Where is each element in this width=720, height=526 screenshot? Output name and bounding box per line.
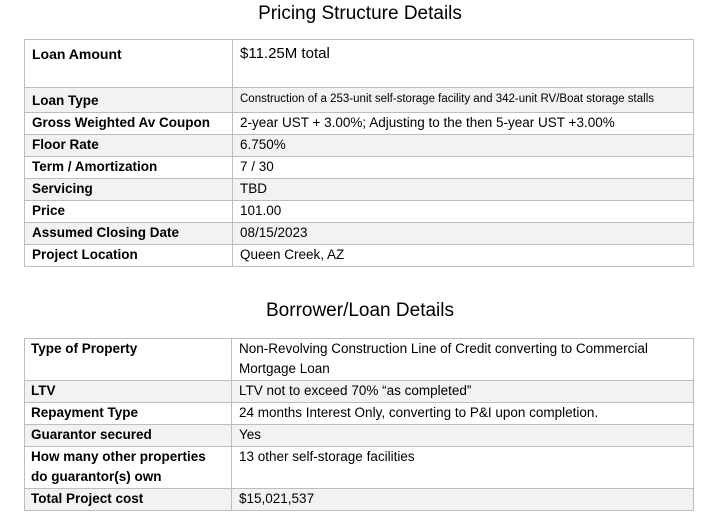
row-value-coupon: 2-year UST + 3.00%; Adjusting to the then 5-year UST +3.00% — [233, 113, 694, 135]
table-row — [25, 179, 694, 201]
borrower-table — [24, 338, 694, 511]
row-value-term: 7 / 30 — [233, 157, 694, 179]
row-label-term: Term / Amortization — [25, 157, 233, 179]
row-label-loan-type: Loan Type — [25, 88, 233, 113]
row-value-price: 101.00 — [233, 201, 694, 223]
row-value-repayment: 24 months Interest Only, converting to P&I upon completion. — [232, 403, 694, 425]
row-label-location: Project Location — [25, 245, 233, 267]
row-value-ltv: LTV not to exceed 70% “as completed” — [232, 381, 694, 403]
table-row — [25, 113, 694, 135]
row-value-property-type: Non-Revolving Construction Line of Credit converting to Commercial Mortgage Loan — [232, 339, 694, 381]
table-row — [25, 489, 694, 511]
row-value-other-properties: 13 other self-storage facilities — [232, 447, 694, 489]
row-value-floor-rate: 6.750% — [233, 135, 694, 157]
row-value-loan-type: Construction of a 253-unit self-storage facility and 342-unit RV/Boat storage stalls — [233, 88, 694, 113]
table-row — [25, 88, 694, 113]
table-row — [25, 403, 694, 425]
row-value-loan-amount: $11.25M total — [233, 40, 694, 88]
row-label-project-cost: Total Project cost — [25, 489, 232, 511]
pricing-table — [24, 39, 694, 267]
table-row — [25, 425, 694, 447]
table-row — [25, 245, 694, 267]
row-label-other-properties: How many other properties do guarantor(s) own — [25, 447, 232, 489]
row-label-servicing: Servicing — [25, 179, 233, 201]
row-label-price: Price — [25, 201, 233, 223]
table-row — [25, 201, 694, 223]
table-row — [25, 157, 694, 179]
table-row — [25, 223, 694, 245]
row-label-property-type: Type of Property — [25, 339, 232, 381]
row-label-closing-date: Assumed Closing Date — [25, 223, 233, 245]
row-label-guarantor: Guarantor secured — [25, 425, 232, 447]
table-row — [25, 447, 694, 489]
row-label-ltv: LTV — [25, 381, 232, 403]
table-row — [25, 381, 694, 403]
row-label-coupon: Gross Weighted Av Coupon — [25, 113, 233, 135]
table-row — [25, 135, 694, 157]
row-value-closing-date: 08/15/2023 — [233, 223, 694, 245]
pricing-section-title: Pricing Structure Details — [258, 3, 462, 24]
row-label-repayment: Repayment Type — [25, 403, 232, 425]
row-label-loan-amount: Loan Amount — [25, 40, 233, 88]
table-row — [25, 40, 694, 88]
borrower-section-title: Borrower/Loan Details — [266, 300, 454, 321]
row-value-guarantor: Yes — [232, 425, 694, 447]
table-row — [25, 339, 694, 381]
row-value-location: Queen Creek, AZ — [233, 245, 694, 267]
row-label-floor-rate: Floor Rate — [25, 135, 233, 157]
row-value-project-cost: $15,021,537 — [232, 489, 694, 511]
row-value-servicing: TBD — [233, 179, 694, 201]
